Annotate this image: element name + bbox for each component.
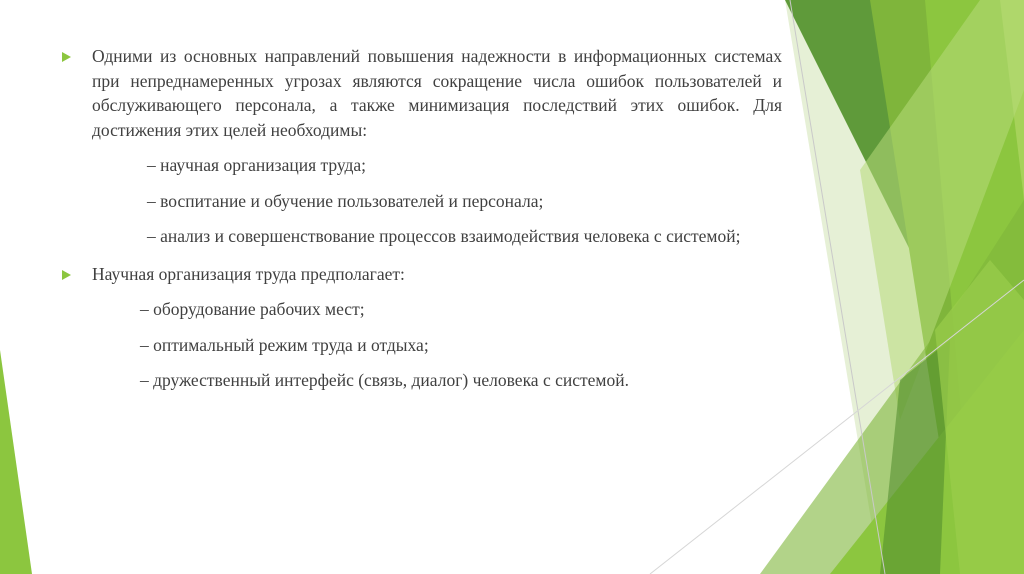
bullet-arrow-icon [62, 52, 71, 62]
bullet-paragraph-2 [62, 262, 782, 287]
list-item: – воспитание и обучение пользователей и персонала; [147, 190, 544, 211]
bullet-2-text: Научная организация труда предполагает: [92, 263, 405, 284]
slide-body [62, 44, 782, 393]
list-item: – дружественный интерфейс (связь, диалог) человека с системой. [140, 370, 629, 390]
list-item: – научная организация труда; [147, 155, 367, 175]
list-item: – оптимальный режим труда и отдыха; [140, 334, 429, 355]
list-item: – оборудование рабочих мест; [140, 299, 365, 319]
bullet-paragraph-1 [62, 44, 782, 142]
bullet-1-text: Одними из основных направлений повышения надежности в информационных системах при непреднамеренных угрозах являются сокращение числа ошибок пользователей и обслуживающего персонала, а также минимизация последствий этих ошибок. Для достижения этих целей необходимы: [92, 46, 782, 140]
bullet-arrow-icon [62, 270, 71, 280]
list-item: – анализ и совершенствование процессов взаимодействия человека с системой; [147, 226, 741, 246]
